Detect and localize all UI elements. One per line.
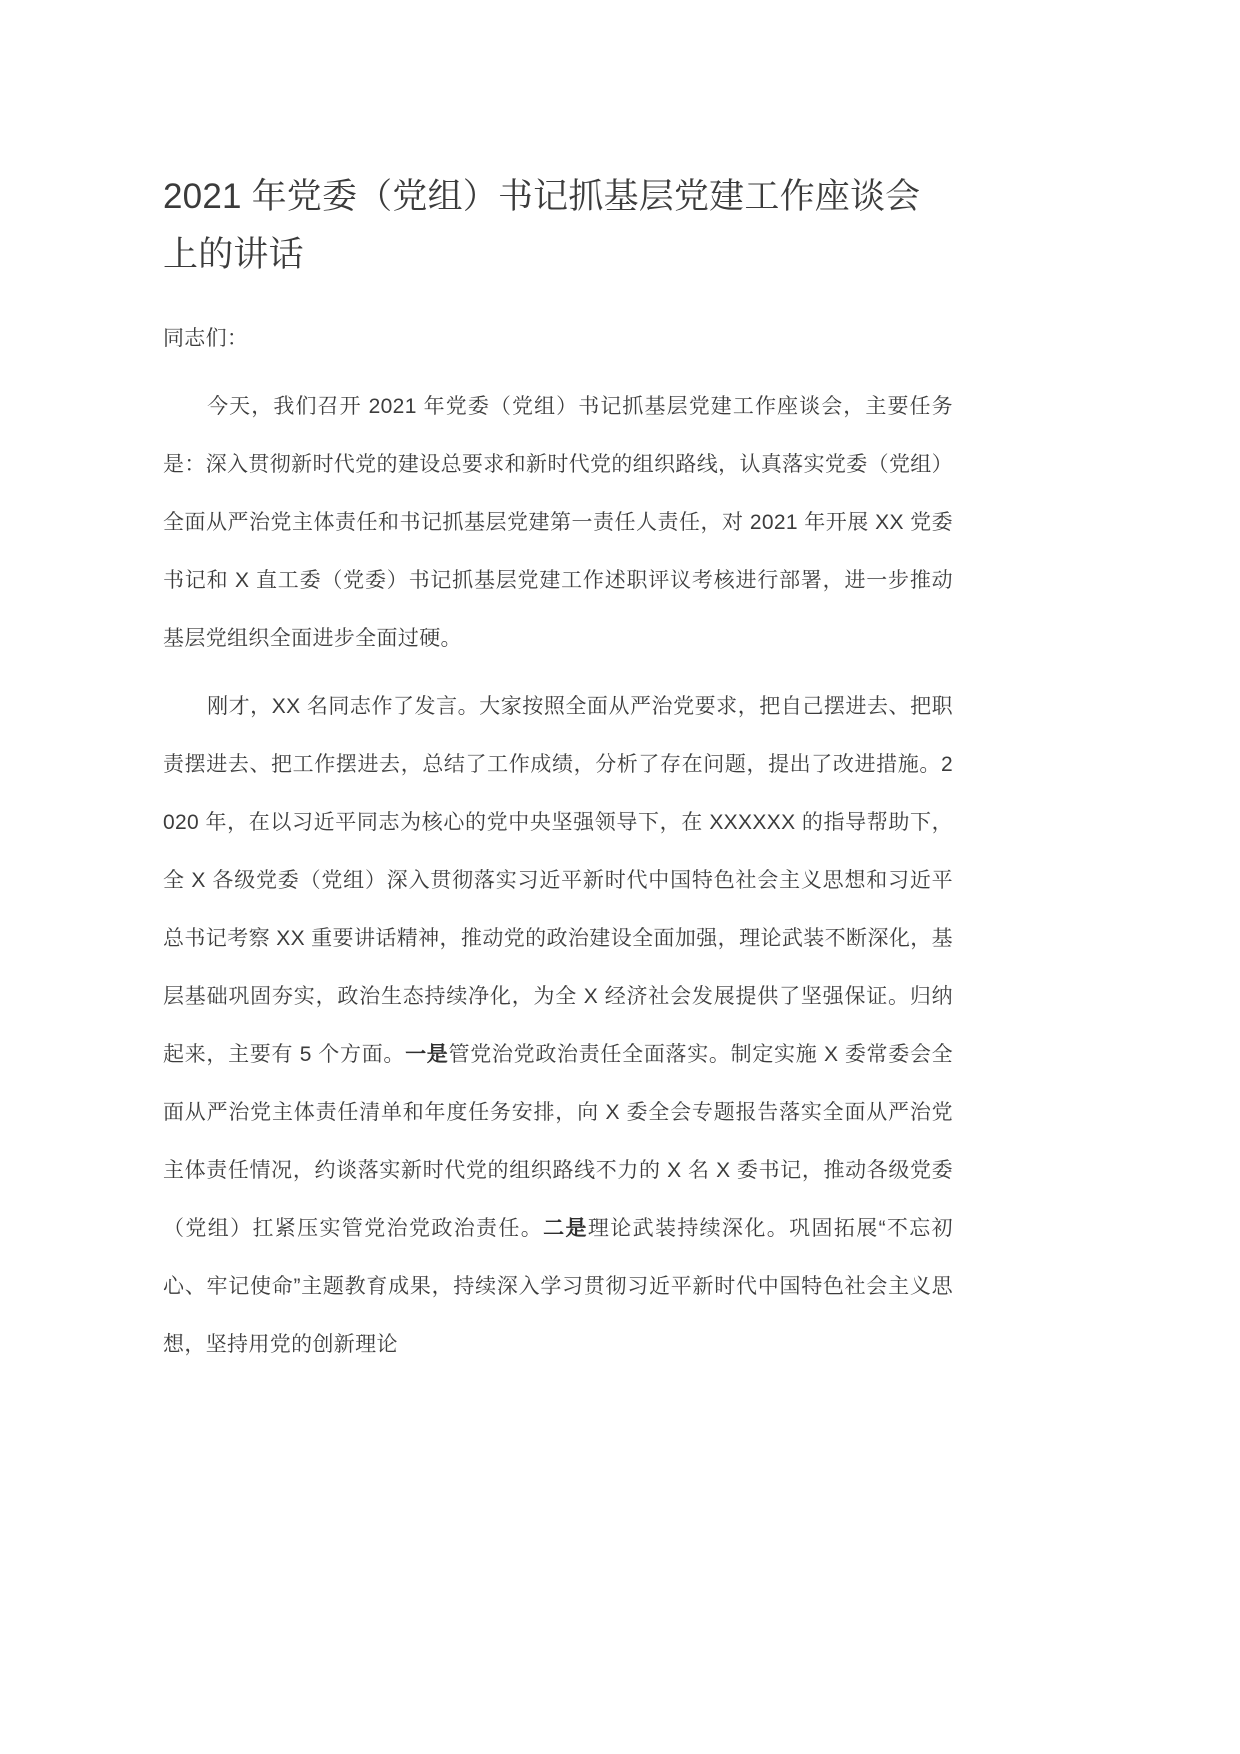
body-text: 今天，我们召开 2021 年党委（党组）书记抓基层党建工作座谈会，主要任务是：深入贯彻新时代党的建设总要求和新时代党的组织路线，认真落实党委（党组）全面从严治党主体责任和书记抓基层党建第一责任人责任，对 2021 年开展 XX 党委书记和 X 直工委（党委）书记抓基层党建工作述职评议考核进行部署，进一步推动基层党组织全面进步全面过硬。 xyxy=(163,395,953,650)
document-title: 2021 年党委（党组）书记抓基层党建工作座谈会上的讲话 xyxy=(163,177,921,274)
paragraph-1 xyxy=(163,378,953,668)
body-text: 管党治党政治责任全面落实。制定实施 X 委常委会全面从严治党主体责任清单和年度任务安排，向 X 委全会专题报告落实全面从严治党主体责任情况，约谈落实新时代党的组织路线不力的 X 名 X 委书记，推动各级党委（党组）扛紧压实管党治党政治责任。 xyxy=(163,1043,953,1240)
emphasis-text: 二是 xyxy=(543,1217,588,1240)
emphasis-text: 一是 xyxy=(405,1043,449,1066)
document-body xyxy=(163,168,953,1374)
salutation-line: 同志们： xyxy=(163,327,249,350)
body-text: 刚才，XX 名同志作了发言。大家按照全面从严治党要求，把自己摆进去、把职责摆进去、把工作摆进去，总结了工作成绩，分析了存在问题，提出了改进措施。2020 年，在以习近平同志为核心的党中央坚强领导下，在 XXXXXX 的指导帮助下，全 X 各级党委（党组）深入贯彻落实习近平新时代中国特色社会主义思想和习近平总书记考察 XX 重要讲话精神，推动党的政治建设全面加强，理论武装不断深化，基层基础巩固夯实，政治生态持续净化，为全 X 经济社会发展提供了坚强保证。归纳起来，主要有 5 个方面。 xyxy=(163,695,953,1066)
body-text: 理论武装持续深化。巩固拓展“不忘初心、牢记使命”主题教育成果，持续深入学习贯彻习近平新时代中国特色社会主义思想，坚持用党的创新理论 xyxy=(163,1217,953,1356)
paragraph-2 xyxy=(163,678,953,1374)
